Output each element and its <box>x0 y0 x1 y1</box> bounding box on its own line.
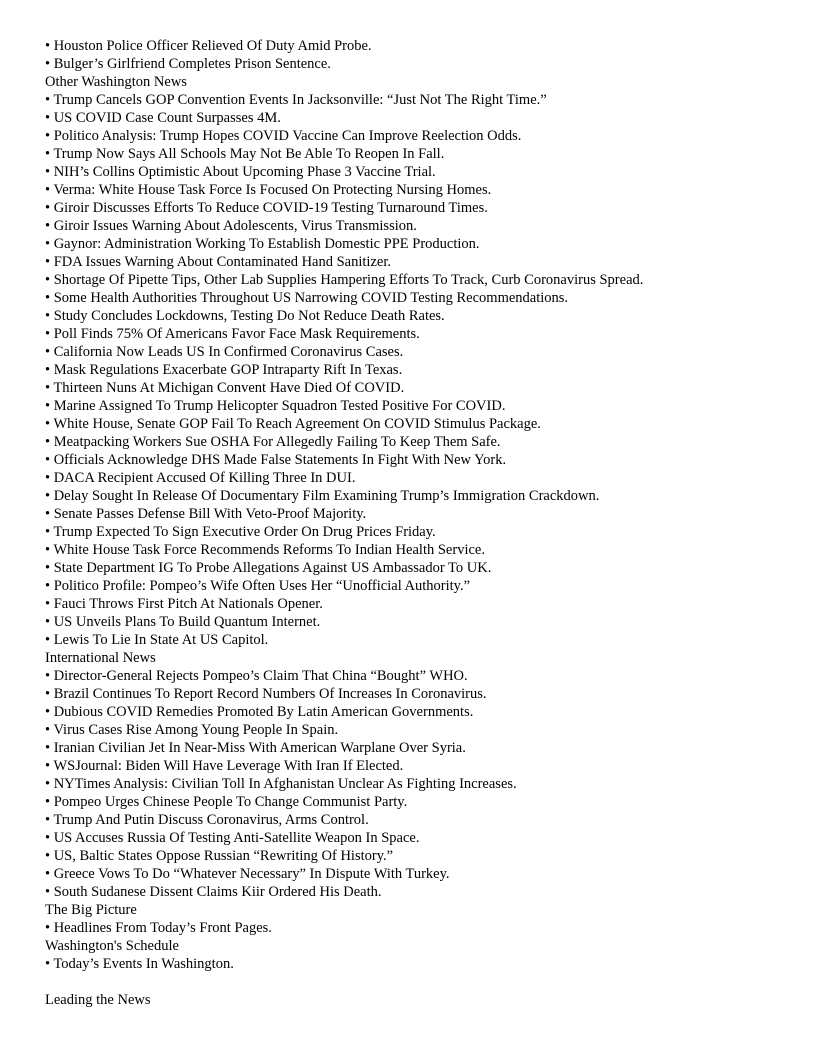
headline-item: • NYTimes Analysis: Civilian Toll In Afghanistan Unclear As Fighting Increases. <box>45 776 517 792</box>
headline-item: • Officials Acknowledge DHS Made False Statements In Fight With New York. <box>45 452 507 468</box>
headline-item: • US Unveils Plans To Build Quantum Internet. <box>45 614 321 630</box>
headline-item: • Giroir Discusses Efforts To Reduce COVID-19 Testing Turnaround Times. <box>45 200 488 216</box>
headline-item: • South Sudanese Dissent Claims Kiir Ordered His Death. <box>45 884 382 900</box>
headline-item: • Lewis To Lie In State At US Capitol. <box>45 632 269 648</box>
headline-item: • FDA Issues Warning About Contaminated Hand Sanitizer. <box>45 254 391 270</box>
headline-item: • Iranian Civilian Jet In Near-Miss With American Warplane Over Syria. <box>45 740 466 756</box>
headline-item: • Greece Vows To Do “Whatever Necessary” In Dispute With Turkey. <box>45 866 450 882</box>
headline-item: • Virus Cases Rise Among Young People In Spain. <box>45 722 339 738</box>
headline-item: • WSJournal: Biden Will Have Leverage With Iran If Elected. <box>45 758 404 774</box>
section-heading-leading-the-news: Leading the News <box>45 992 151 1008</box>
headline-item: • Delay Sought In Release Of Documentary Film Examining Trump’s Immigration Crackdown. <box>45 488 600 504</box>
headline-item: • Politico Analysis: Trump Hopes COVID Vaccine Can Improve Reelection Odds. <box>45 128 522 144</box>
headline-item: • Trump Expected To Sign Executive Order On Drug Prices Friday. <box>45 524 436 540</box>
headline-item: • Dubious COVID Remedies Promoted By Latin American Governments. <box>45 704 474 720</box>
headline-item: • Poll Finds 75% Of Americans Favor Face Mask Requirements. <box>45 326 420 342</box>
headline-item: • Trump Cancels GOP Convention Events In Jacksonville: “Just Not The Right Time.” <box>45 92 547 108</box>
headline-item: • Brazil Continues To Report Record Numbers Of Increases In Coronavirus. <box>45 686 487 702</box>
headline-item: • Mask Regulations Exacerbate GOP Intraparty Rift In Texas. <box>45 362 403 378</box>
headline-item: • Trump Now Says All Schools May Not Be Able To Reopen In Fall. <box>45 146 445 162</box>
headline-item: • US Accuses Russia Of Testing Anti-Satellite Weapon In Space. <box>45 830 420 846</box>
headline-item: • Houston Police Officer Relieved Of Duty Amid Probe. <box>45 38 372 54</box>
section-heading: Washington's Schedule <box>45 938 179 954</box>
headline-item: • White House Task Force Recommends Reforms To Indian Health Service. <box>45 542 485 558</box>
headline-item: • Politico Profile: Pompeo’s Wife Often Uses Her “Unofficial Authority.” <box>45 578 471 594</box>
headline-item: • US COVID Case Count Surpasses 4M. <box>45 110 281 126</box>
headline-item: • Pompeo Urges Chinese People To Change Communist Party. <box>45 794 408 810</box>
section-heading: The Big Picture <box>45 902 137 918</box>
headline-item: • Some Health Authorities Throughout US Narrowing COVID Testing Recommendations. <box>45 290 569 306</box>
headline-item: • Gaynor: Administration Working To Establish Domestic PPE Production. <box>45 236 480 252</box>
headline-item: • Meatpacking Workers Sue OSHA For Allegedly Failing To Keep Them Safe. <box>45 434 501 450</box>
headline-item: • Headlines From Today’s Front Pages. <box>45 920 272 936</box>
headline-item: • State Department IG To Probe Allegations Against US Ambassador To UK. <box>45 560 492 576</box>
headline-item: • US, Baltic States Oppose Russian “Rewriting Of History.” <box>45 848 394 864</box>
spacer <box>45 973 785 991</box>
headline-item: • Study Concludes Lockdowns, Testing Do Not Reduce Death Rates. <box>45 308 445 324</box>
headline-item: • NIH’s Collins Optimistic About Upcoming Phase 3 Vaccine Trial. <box>45 164 436 180</box>
headline-item: • Giroir Issues Warning About Adolescents, Virus Transmission. <box>45 218 417 234</box>
headline-item: • Fauci Throws First Pitch At Nationals Opener. <box>45 596 323 612</box>
headline-item: • Bulger’s Girlfriend Completes Prison Sentence. <box>45 56 331 72</box>
headline-item: • Shortage Of Pipette Tips, Other Lab Supplies Hampering Efforts To Track, Curb Coronavirus Spread. <box>45 272 644 288</box>
headline-item: • Thirteen Nuns At Michigan Convent Have Died Of COVID. <box>45 380 405 396</box>
headline-item: • Verma: White House Task Force Is Focused On Protecting Nursing Homes. <box>45 182 492 198</box>
section-heading: Other Washington News <box>45 74 187 90</box>
headline-item: • Senate Passes Defense Bill With Veto-Proof Majority. <box>45 506 367 522</box>
headline-item: • Today’s Events In Washington. <box>45 956 234 972</box>
section-heading: International News <box>45 650 156 666</box>
headline-item: • DACA Recipient Accused Of Killing Three In DUI. <box>45 470 356 486</box>
news-list <box>45 37 785 973</box>
document-page <box>45 37 785 1009</box>
headline-item: • Trump And Putin Discuss Coronavirus, Arms Control. <box>45 812 369 828</box>
headline-item: • Director-General Rejects Pompeo’s Claim That China “Bought” WHO. <box>45 668 468 684</box>
headline-item: • Marine Assigned To Trump Helicopter Squadron Tested Positive For COVID. <box>45 398 506 414</box>
headline-item: • White House, Senate GOP Fail To Reach Agreement On COVID Stimulus Package. <box>45 416 541 432</box>
headline-item: • California Now Leads US In Confirmed Coronavirus Cases. <box>45 344 404 360</box>
